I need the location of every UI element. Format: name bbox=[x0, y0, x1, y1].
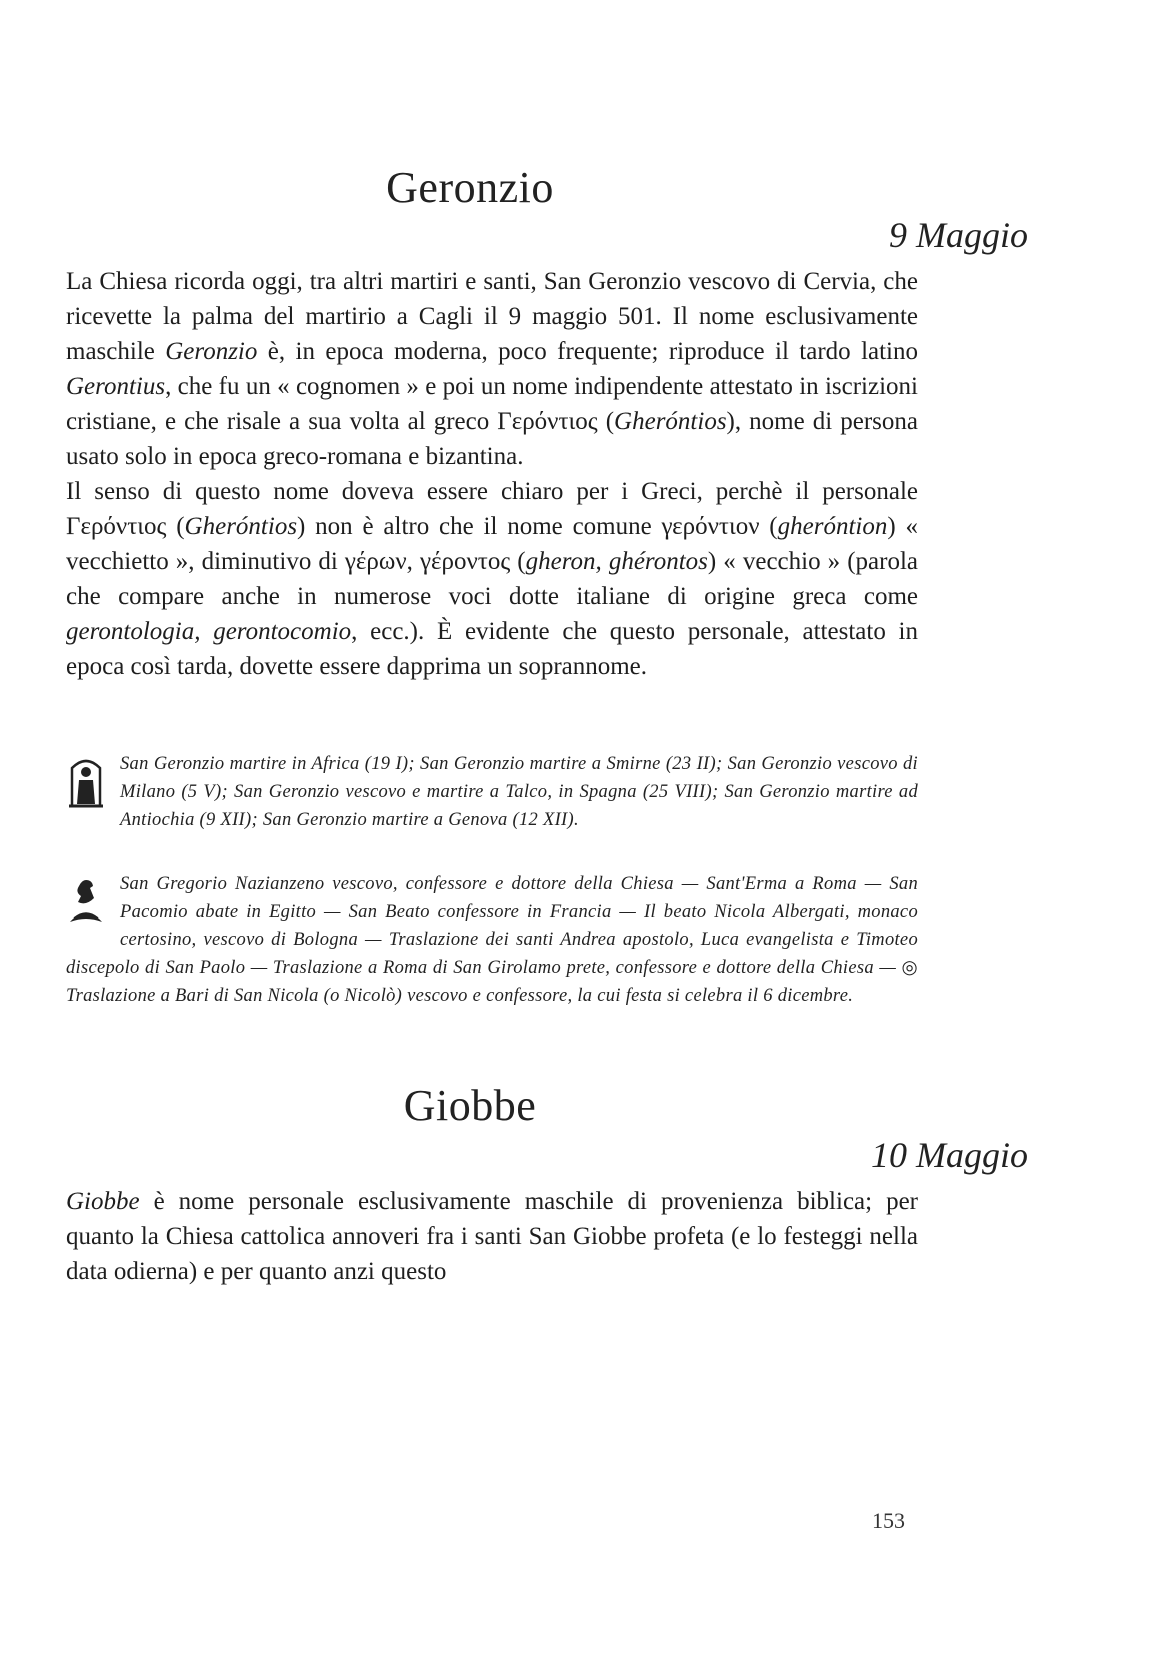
page-number: 153 bbox=[872, 1508, 905, 1533]
text-run: ) non è altro che il nome comune γερόντιον ( bbox=[297, 513, 778, 540]
text-run: Il senso di questo nome doveva essere chiaro per i Greci, perchè il personale Γερόντιος ( bbox=[66, 478, 918, 540]
entry-body-geronzio bbox=[66, 264, 918, 684]
entry-date-geronzio: 9 Maggio bbox=[889, 215, 1028, 255]
eagle-icon bbox=[66, 872, 106, 928]
italic-term: gerontologia, gerontocomio bbox=[66, 618, 352, 645]
feasts-note bbox=[66, 870, 918, 1010]
text-run: ), nome di persona usato solo in epoca greco-romana e bizantina. bbox=[66, 408, 919, 470]
saints-note-text: San Geronzio martire in Africa (19 I); San Geronzio martire a Smirne (23 II); San Geronzio vescovo di Milano (5 V); San Geronzio vescovo e martire a Talco, in Spagna (25 VIII); San Geronzio martire ad Antiochia (9 XII); San Geronzio martire a Genova (12 XII). bbox=[120, 754, 918, 830]
feasts-note-text: San Gregorio Nazianzeno vescovo, confessore e dottore della Chiesa — Sant'Erma a Roma — San Pacomio abate in Egitto — San Beato confessore in Francia — Il beato Nicola Albergati, monaco certosino, vescovo di Bologna — Traslazione dei santi Andrea apostolo, Luca evangelista e Timoteo discepolo di San Paolo — Traslazione a Roma di San Girolamo prete, confessore e dottore della Chiesa — ◎ Traslazione a Bari di San Nicola (o Nicolò) vescovo e confessore, la cui festa si celebra il 6 dicembre. bbox=[66, 874, 918, 1006]
text-run: , ecc.). È evidente che questo personale, attestato in epoca così tarda, dovette essere dapprima un soprannome. bbox=[66, 618, 918, 680]
saints-note bbox=[66, 750, 918, 834]
text-run: La Chiesa ricorda oggi, tra altri martiri e santi, San Geronzio vescovo di Cervia, che ricevette la palma del martirio a Cagli il 9 maggio 501. Il nome esclusivamente maschile bbox=[66, 268, 918, 365]
paragraph bbox=[66, 474, 918, 684]
italic-term: Gheróntios bbox=[614, 408, 727, 435]
text-run: è, in epoca moderna, poco frequente; riproduce il tardo latino bbox=[257, 338, 918, 365]
entry-body-giobbe bbox=[66, 1184, 918, 1289]
text-run: , che fu un « cognomen » e poi un nome indipendente attestato in iscrizioni cristiane, e che risale a sua volta al greco Γερόντιος ( bbox=[66, 373, 918, 435]
entry-title-geronzio: Geronzio bbox=[386, 163, 554, 212]
entry-title-giobbe: Giobbe bbox=[403, 1081, 537, 1130]
italic-term: Giobbe bbox=[66, 1188, 140, 1215]
text-run: ) « vecchio » (parola che compare anche in numerose voci dotte italiane di origine greca come bbox=[66, 548, 918, 610]
text-run: è nome personale esclusivamente maschile di provenienza biblica; per quanto la Chiesa cattolica annoveri fra i santi San Giobbe profeta (e lo festeggi nella data odierna) e per quanto anzi questo bbox=[66, 1188, 918, 1285]
italic-term: gheron, ghérontos bbox=[525, 548, 708, 575]
italic-term: gheróntion bbox=[777, 513, 888, 540]
paragraph bbox=[66, 264, 918, 474]
text-run: ) « vecchietto », diminutivo di γέρων, γέροντος ( bbox=[66, 513, 918, 575]
italic-term: Geronzio bbox=[165, 338, 258, 365]
italic-term: Gerontius bbox=[66, 373, 166, 400]
italic-term: Gheróntios bbox=[184, 513, 298, 540]
paragraph bbox=[66, 1184, 918, 1289]
saint-figure-icon bbox=[66, 752, 106, 808]
entry-date-giobbe: 10 Maggio bbox=[871, 1135, 1028, 1175]
